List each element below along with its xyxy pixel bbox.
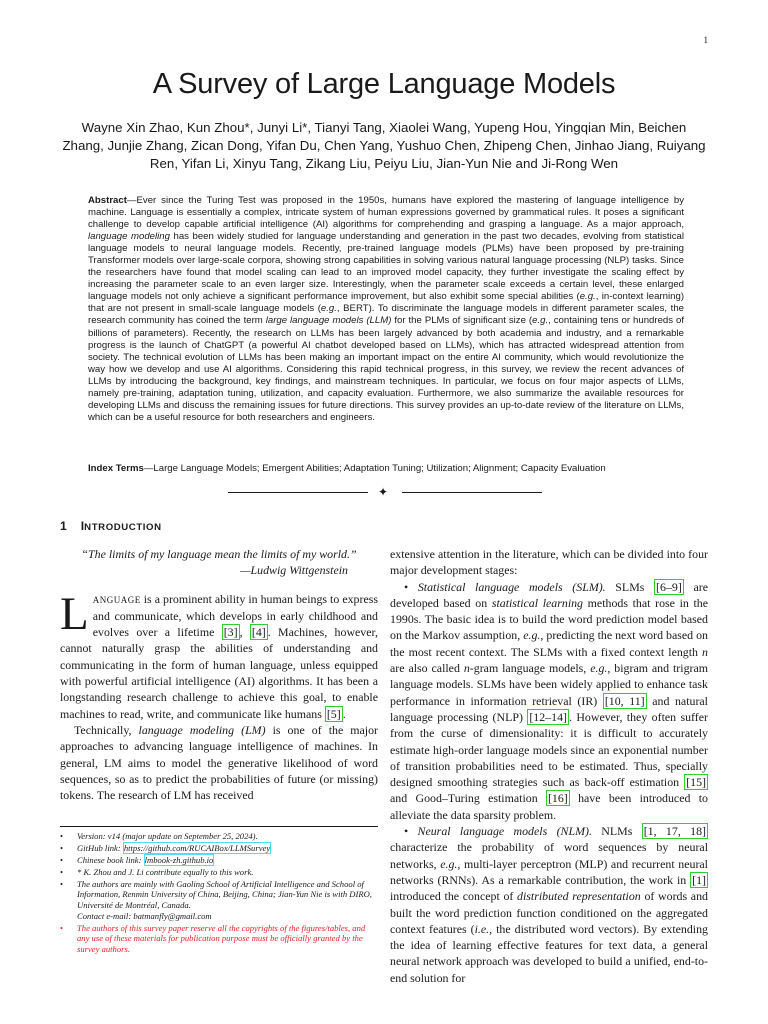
footnote-version: • Version: v14 (major update on September 25, 2024). [60, 831, 378, 842]
paper-title: A Survey of Large Language Models [152, 68, 616, 100]
footnote-book: • Chinese book link: lmbook-zh.github.io [60, 855, 378, 866]
epigraph-attribution: —Ludwig Wittgenstein [239, 563, 348, 578]
citation-link[interactable]: [4] [251, 625, 266, 640]
section-number: 1 [60, 519, 67, 533]
footnote-copyright: • The authors of this survey paper reserve all the copyrights of the figures/tables, and any use of these materials for publication purpose must be officially granted by the survey authors. [60, 923, 378, 955]
paragraph: LANGUAGE is a prominent ability in human beings to express and communicate, which develops in early childhood and evolves over a lifetime [3] , [4] . Machines, however, cannot naturally grasp the abilities of understanding and communicating in the form of human language, unless equipped with powerful artificial intelligence (AI) algorithms. It has been a longstanding research challenge to achieve this goal, to enable machines to read, write, and communicate like humans [5] . [60, 587, 378, 721]
section-divider [228, 485, 542, 499]
author-list: Wayne Xin Zhao, Kun Zhou*, Junyi Li*, Tianyi Tang, Xiaolei Wang, Yupeng Hou, Yingqian Min, Beichen Zhang, Junjie Zhang, Zican Dong, Yifan Du, Chen Yang, Yushuo Chen, Zhipeng Chen, Jinhao Jiang, Ruiyang Ren, Yifan Li, Xinyu Tang, Zikang Liu, Peiyu Liu, Jian-Yun Nie and Ji-Rong Wen [62, 120, 706, 172]
drop-cap: L [60, 587, 89, 640]
footnotes [60, 826, 378, 956]
footnote-affiliation: • The authors are mainly with Gaoling School of Artificial Intelligence and School of Information, Renmin University of China, Beijing, China; Jian-Yun Nie is with DIRO, Université de Montréal, Canada. Contact e-mail: batmanfly@gmail.com [60, 879, 378, 922]
citation-link[interactable]: [12–14] [529, 709, 567, 724]
footnote-github: • GitHub link: https://github.com/RUCAIBox/LLMSurvey [60, 843, 378, 854]
section-heading: 1 INTRODUCTION [60, 519, 162, 533]
divider-line-right [402, 492, 542, 493]
abstract: Abstract—Ever since the Turing Test was proposed in the 1950s, humans have explored the mastering of language intelligence by machine. Language is essentially a complex, intricate system of human expressions governed by grammatical rules. It poses a significant challenge to develop capable artificial intelligence (AI) algorithms for comprehending and grasping a language. As a major approach, language modeling has been widely studied for language understanding and generation in the past two decades, evolving from statistical language models to neural language models. Recently, pre-trained language models (PLMs) have been proposed by pre-training Transformer models over large-scale corpora, showing strong capabilities in solving various natural language processing (NLP) tasks. Since the researchers have found that model scaling can lead to an improved model capacity, they further investigate the scaling effect by increasing the parameter scale to an even larger size. Interestingly, when the parameter scale exceeds a certain level, these enlarged language models not only achieve a significant performance improvement, but also exhibit some special abilities (e.g., in-context learning) that are not present in small-scale language models (e.g., BERT). To discriminate the language models in different parameter scales, the research community has coined the term large language models (LLM) for the PLMs of significant size (e.g., containing tens or hundreds of billions of parameters). Recently, the research on LLMs has been largely advanced by both academia and industry, and a remarkable progress is the launch of ChatGPT (a powerful AI chatbot developed based on LLMs), which has attracted widespread attention from society. The technical evolution of LLMs has been making an important impact on the entire AI community, which would revolutionize the way how we develop and use AI algorithms. Considering this rapid technical progress, in this survey, we review the recent advances of LLMs by introducing the background, key findings, and mainstream techniques. In particular, we focus on four major aspects of LLMs, namely pre-training, adaptation tuning, utilization, and capacity evaluation. Furthermore, we also summarize the available resources for developing LLMs and discuss the remaining issues for future directions. This survey provides an up-to-date review of the literature on LLMs, which can be a useful resource for both researchers and engineers. [88, 195, 685, 423]
github-link[interactable]: https://github.com/RUCAIBox/LLMSurvey [123, 842, 271, 853]
page-number: 1 [703, 35, 708, 45]
citation-link[interactable]: [1] [692, 872, 706, 887]
right-column [390, 546, 708, 986]
paragraph: extensive attention in the literature, which can be divided into four major development stages: [390, 547, 708, 578]
list-item-nlm: • Neural language models (NLM). NLMs [1, 17, 18] characterize the probability of word sequences by neural networks, e.g., multi-layer perceptron (MLP) and recurrent neural networks (RNNs). As a remarkable contribution, the work in [1] introduced the concept of distributed representation of words and built the word prediction function conditioned on the aggregated context features (i.e., the distributed word vectors). By extending the idea of learning effective features for text data, a general neural network approach was developed to build a unified, end-to-end solution for [390, 824, 708, 985]
list-item-slm: • Statistical language models (SLM). SLMs [6–9] are developed based on statistical learning methods that rose in the 1990s. The basic idea is to build the word prediction model based on the Markov assumption, e.g., predicting the next word based on the most recent context. The SLMs with a fixed context length n are also called n-gram language models, e.g., bigram and trigram language models. SLMs have been widely applied to enhance task performance in information retrieval (IR) [10, 11] and natural language processing (NLP) [12–14] . However, they often suffer from the curse of dimensionality: it is difficult to accurately estimate high-order language models since an exponential number of transition probabilities need to be estimated. Thus, specially designed smoothing strategies such as back-off estimation [15] and Good–Turing estimation [16] have been introduced to alleviate the data sparsity problem. [390, 579, 709, 822]
index-terms: Index Terms—Large Language Models; Emergent Abilities; Adaptation Tuning; Utilization; Alignment; Capacity Evaluation [88, 463, 606, 474]
book-link[interactable]: lmbook-zh.github.io [144, 854, 214, 865]
contact-email: Contact e-mail: batmanfly@gmail.com [77, 910, 212, 921]
footnote-equal: • * K. Zhou and J. Li contribute equally to this work. [60, 867, 378, 878]
diamond-icon: ✦ [378, 485, 389, 499]
paragraph: Technically, language modeling (LM) is one of the major approaches to advancing language intelligence of machines. In general, LM aims to model the generative likelihood of word sequences, so as to predict the probabilities of future (or missing) tokens. The research of LM has received [60, 722, 378, 803]
citation-link[interactable]: [6–9] [656, 579, 682, 594]
left-column [60, 546, 378, 803]
citation-link[interactable]: [16] [547, 791, 568, 806]
citation-link[interactable]: [10, 11] [604, 693, 645, 708]
epigraph-quote: “The limits of my language mean the limits of my world.” [81, 547, 357, 561]
citation-link[interactable]: [15] [686, 775, 706, 790]
divider-line-left [228, 492, 368, 493]
citation-link[interactable]: [3] [223, 625, 238, 640]
index-terms-label: Index Terms [88, 463, 144, 474]
citation-link[interactable]: [1, 17, 18] [643, 824, 706, 839]
abstract-label: Abstract [88, 195, 127, 206]
citation-link[interactable]: [5] [326, 706, 341, 721]
